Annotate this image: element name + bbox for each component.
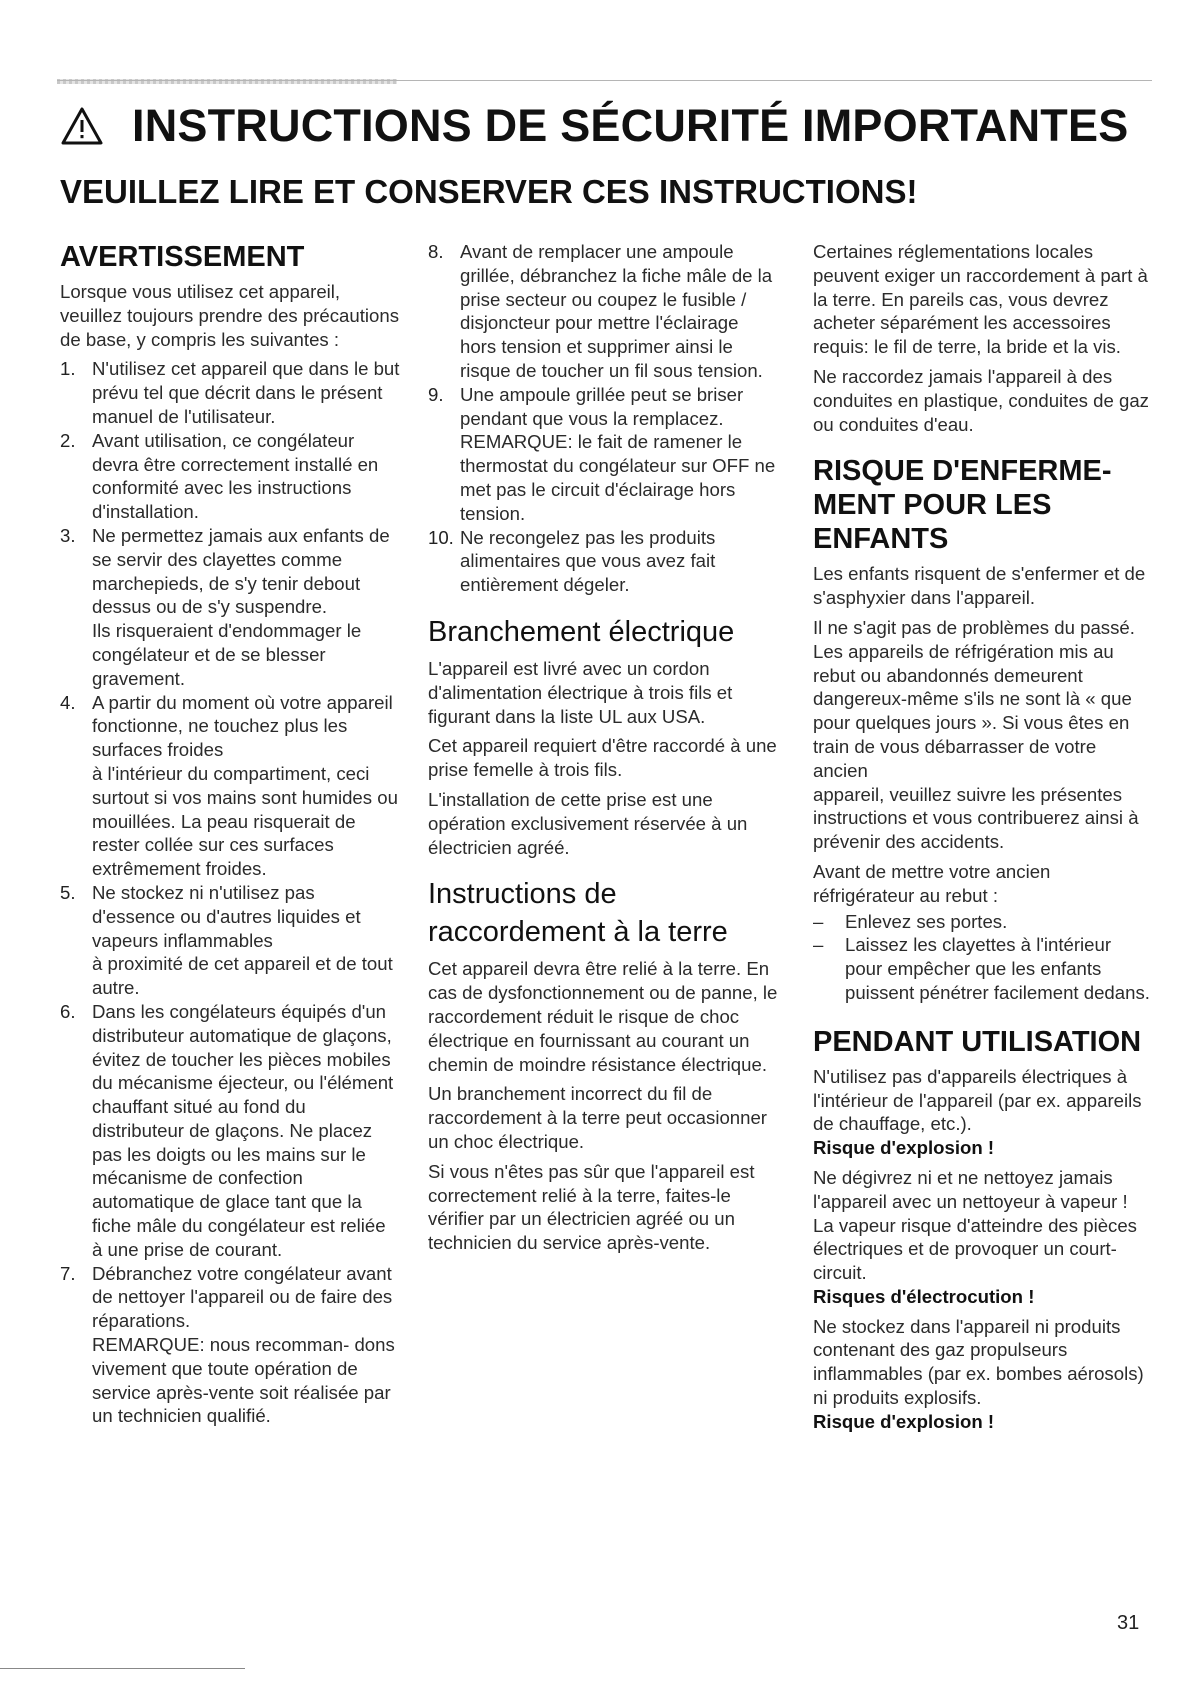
bottom-rule: [0, 1668, 245, 1669]
utilisation-paragraph: Ne stockez dans l'appareil ni produits contenant des gaz propulseurs inflammables (par ex. bombes aérosols) ni produits explosifs.: [813, 1315, 1144, 1409]
section-heading-avertissement: AVERTISSEMENT: [60, 241, 305, 273]
section-heading-branchement: Branchement électrique: [428, 615, 735, 648]
section-heading-utilisation: PENDANT UTILISATION: [813, 1025, 1142, 1058]
item-note: REMARQUE: le fait de ramener le thermostat du congélateur sur OFF ne met pas le circuit d'éclairage hors tension.: [460, 431, 776, 524]
item-note: à proximité de cet appareil et de tout autre.: [92, 953, 393, 999]
top-rule: [57, 80, 1152, 81]
list-item: [60, 357, 400, 428]
item-number: 4.: [60, 691, 76, 713]
item-number: 10.: [428, 526, 454, 548]
column-2: [428, 240, 778, 1261]
item-number: 2.: [60, 429, 76, 451]
terre-paragraph: Si vous n'êtes pas sûr que l'appareil est correctement relié à la terre, faites-le vérifier par un électricien agréé ou un technicien du service après-vente.: [428, 1160, 755, 1254]
risk-label: Risque d'explosion !: [813, 1410, 995, 1432]
page-title: [60, 100, 1128, 152]
item-number: 6.: [60, 1000, 76, 1022]
list-item: [428, 240, 778, 383]
item-text: Une ampoule grillée peut se briser pendant que vous la remplacez.: [460, 383, 744, 429]
utilisation-paragraph: Ne dégivrez ni et ne nettoyez jamais l'appareil avec un nettoyeur à vapeur ! La vapeur risque d'atteindre des pièces électriques et de provoquer un court-circuit.: [813, 1166, 1137, 1284]
item-text: Débranchez votre congélateur avant de nettoyer l'appareil ou de faire des réparations.: [92, 1262, 393, 1332]
list-item: – Enlevez ses portes.: [813, 910, 1008, 932]
page-number: 31: [1117, 1612, 1140, 1634]
item-text: N'utilisez cet appareil que dans le but prévu tel que décrit dans le présent manuel de l'utilisateur.: [92, 358, 400, 427]
list-item: – Laissez les clayettes à l'intérieur pour empêcher que les enfants puissent pénétrer facilement dedans.: [813, 933, 1153, 1004]
item-text: Avant utilisation, ce congélateur devra être correctement installé en conformité avec les instructions d'installation.: [92, 429, 379, 523]
list-item: [60, 1262, 400, 1429]
terre-local-paragraph: Certaines réglementations locales peuvent exiger un raccordement à part à la terre. En pareils cas, vous devrez acheter séparément les accessoires requis: le fil de terre, la bride et la vis.: [813, 241, 1148, 358]
list-item: [60, 881, 400, 1000]
item-text: Ne recongelez pas les produits alimentaires que vous avez fait entièrement dégeler.: [460, 526, 716, 596]
branchement-paragraph: Cet appareil requiert d'être raccordé à une prise femelle à trois fils.: [428, 735, 777, 781]
terre-local-paragraph: Ne raccordez jamais l'appareil à des conduites en plastique, conduites de gaz ou conduites d'eau.: [813, 365, 1149, 435]
enfants-paragraph: Avant de mettre votre ancien réfrigérateur au rebut :: [813, 860, 1051, 906]
list-item: [428, 526, 778, 597]
item-text: Ne stockez ni n'utilisez pas d'essence ou d'autres liquides et vapeurs inflammables: [92, 881, 361, 951]
item-number: 3.: [60, 524, 76, 546]
item-number: 7.: [60, 1262, 76, 1284]
item-text: Ne permettez jamais aux enfants de se servir des clayettes comme marchepieds, de s'y tenir debout dessus ou de s'y suspendre.: [92, 524, 390, 618]
item-text: A partir du moment où votre appareil fonctionne, ne touchez plus les surfaces froides: [92, 691, 393, 761]
item-note: REMARQUE: nous recomman- dons vivement que toute opération de service après-vente soit réalisée par un technicien qualifié.: [92, 1334, 395, 1427]
item-text: Enlevez ses portes.: [845, 910, 1008, 932]
item-number: 9.: [428, 383, 444, 405]
avertissement-intro: Lorsque vous utilisez cet appareil, veuillez toujours prendre des précautions de base, y compris les suivantes :: [60, 281, 400, 350]
branchement-paragraph: L'installation de cette prise est une opération exclusivement réservée à un électricien agréé.: [428, 788, 748, 858]
item-text: Avant de remplacer une ampoule grillée, débranchez la fiche mâle de la prise secteur ou coupez le fusible / disjoncteur pour mettre l'éclairage hors tension et supprimer ainsi le risque de toucher un fil sous tension.: [460, 241, 773, 381]
section-heading-enfants: RISQUE D'ENFERME- MENT POUR LES ENFANTS: [813, 455, 1112, 556]
page-title-text: INSTRUCTIONS DE SÉCURITÉ IMPORTANTES: [132, 100, 1129, 151]
terre-paragraph: Un branchement incorrect du fil de raccordement à la terre peut occasionner un choc électrique.: [428, 1083, 767, 1152]
item-text: Laissez les clayettes à l'intérieur pour empêcher que les enfants puissent pénétrer facilement dedans.: [845, 934, 1150, 1003]
column-3: [813, 240, 1153, 1440]
risk-label: Risque d'explosion !: [813, 1137, 995, 1159]
item-note: Ils risqueraient d'endommager le congélateur et de se blesser gravement.: [92, 620, 362, 689]
safety-list-1: [60, 357, 400, 1428]
list-item: [428, 383, 778, 526]
item-number: 1.: [60, 358, 76, 380]
column-1: [60, 240, 400, 1428]
safety-list-2: [428, 240, 778, 597]
item-text: Dans les congélateurs équipés d'un distributeur automatique de glaçons, évitez de toucher les pièces mobiles du mécanisme éjecteur, ou l'élément chauffant situé au fond du distributeur de glaçons. Ne placez pas les doigts ou les mains sur le mécanisme de confection automatique de glace tant que la fiche mâle du congélateur est reliée à une prise de courant.: [92, 1000, 394, 1260]
item-number: 8.: [428, 241, 444, 262]
warning-triangle-icon: [60, 106, 104, 146]
list-item: [60, 691, 400, 881]
risk-label: Risques d'électrocution !: [813, 1285, 1035, 1307]
enfants-paragraph: Les enfants risquent de s'enfermer et de s'asphyxier dans l'appareil.: [813, 563, 1146, 609]
list-item: [60, 1000, 400, 1262]
list-item: [60, 524, 400, 691]
item-note: à l'intérieur du compartiment, ceci surtout si vos mains sont humides ou mouillées. La peau risquerait de rester collée sur ces surfaces extrêmement froides.: [92, 762, 398, 880]
section-heading-terre: Instructions de raccordement à la terre: [428, 878, 728, 949]
branchement-paragraph: L'appareil est livré avec un cordon d'alimentation électrique à trois fils et figurant dans la liste UL aux USA.: [428, 657, 733, 727]
enfants-paragraph: appareil, veuillez suivre les présentes instructions et vous contribuerez ainsi à prévenir des accidents.: [813, 783, 1139, 853]
terre-paragraph: Cet appareil devra être relié à la terre. En cas de dysfonctionnement ou de panne, le raccordement réduit le risque de choc électrique en fournissant au courant un chemin de moindre résistance électrique.: [428, 958, 778, 1075]
page-subtitle: VEUILLEZ LIRE ET CONSERVER CES INSTRUCTIONS!: [60, 173, 918, 210]
enfants-paragraph: Il ne s'agit pas de problèmes du passé. Les appareils de réfrigération mis au rebut ou abandonnés demeurent dangereux-même s'ils ne sont là « que pour quelques jours ». Si vous êtes en train de vous débarrasser de votre ancien: [813, 616, 1135, 781]
utilisation-paragraph: N'utilisez pas d'appareils électriques à l'intérieur de l'appareil (par ex. appareils de chauffage, etc.).: [813, 1065, 1142, 1135]
list-item: [60, 429, 400, 524]
item-number: 5.: [60, 881, 76, 903]
enfants-dash-list: [813, 910, 1153, 1005]
